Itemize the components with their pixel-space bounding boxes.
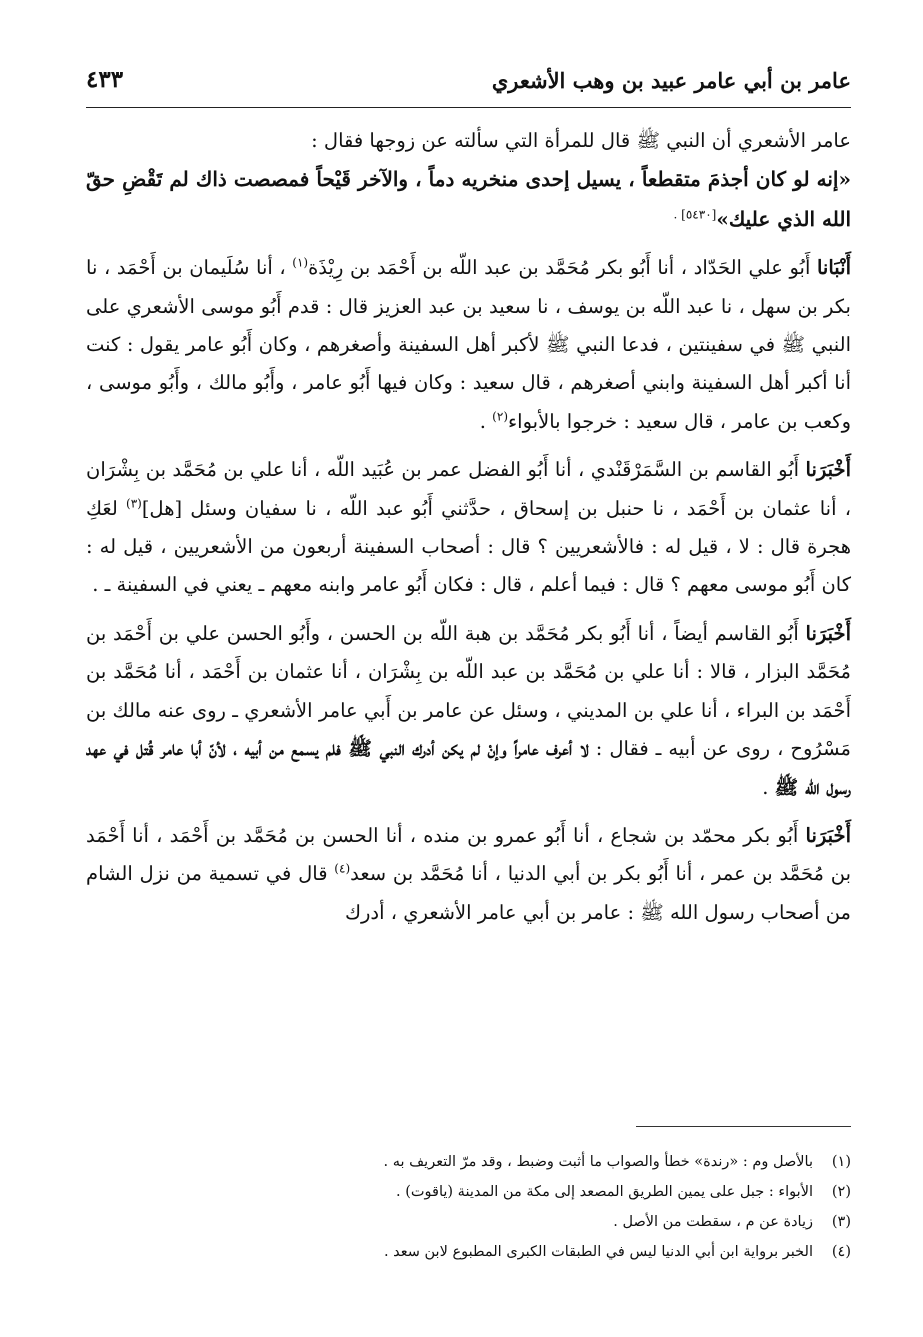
footnote-number: (٢) bbox=[831, 1184, 851, 1200]
hadith-number: [٥٤٣٠] . bbox=[673, 207, 717, 222]
paragraph-text: عامر الأشعري أن النبي ﷺ قال للمرأة التي سألته عن زوجها فقال : bbox=[311, 129, 851, 152]
paragraph-text: لعَكِ هجرة قال : لا ، قيل له : فالأشعريين ؟ قال : أصحاب السفينة أربعون من الأشعريين ، قيل له : كان أَبُو موسى معهم ؟ قال : فيما أعلم ، قال : فكان أَبُو عامر وابنه معهم ـ يعني في السفينة ـ . bbox=[86, 496, 851, 597]
footnote-ref-1: (١) bbox=[292, 255, 309, 270]
paragraph-2 bbox=[86, 249, 851, 441]
footnote-item bbox=[86, 1207, 851, 1237]
main-text bbox=[86, 122, 851, 932]
paragraph-text: أَبُو القاسم أيضاً ، أنا أَبُو بكر مُحَمَّد بن هبة اللّه بن الحسن ، وأَبُو الحسن علي بن أَحْمَد بن مُحَمَّد البزار ، قالا : أنا علي بن مُحَمَّد بن عبد اللّه بن بِشْرَان ، أنا عثمان بن أَحْمَد ، أنا مُحَمَّد بن أَحْمَد بن البراء ، أنا علي بن المديني ، وسئل عن عامر بن أَبي عامر الأشعري ـ روى عنه مالك بن مَسْرُوح ، روى عن أبيه ـ فقال : bbox=[86, 621, 851, 761]
footnote-number: (٣) bbox=[831, 1214, 851, 1230]
paragraph-text: أَبُو القاسم بن السَّمَرْقَنْدي ، أنا أَبُو الفضل عمر بن عُبَيد اللّه ، أنا علي بن مُحَمَّد بن بِشْرَان ، أنا عثمان بن أَحْمَد ، نا حنبل بن إسحاق ، حدَّثني أَبُو عبد اللّه ، نا سفيان وسئل [هل] bbox=[86, 458, 851, 520]
footnote-number: (١) bbox=[831, 1154, 851, 1170]
paragraph-5 bbox=[86, 817, 851, 932]
footnote-text: بالأصل وم : «رندة» خطأ والصواب ما أثبت وضبط ، وقد مرّ التعريف به . bbox=[383, 1154, 813, 1170]
paragraph-4 bbox=[86, 615, 851, 807]
paragraph-text: أَبُو علي الحَدّاد ، أنا أَبُو بكر مُحَمَّد بن عبد اللّه بن أَحْمَد بن رِيْذَة bbox=[308, 256, 817, 280]
paragraph-1 bbox=[86, 122, 851, 239]
footnotes bbox=[86, 1147, 851, 1267]
footnote-text: الأبواء : جبل على يمين الطريق المصعد إلى مكة من المدينة (ياقوت) . bbox=[396, 1184, 813, 1200]
transmission-keyword: أَخْبَرَنا bbox=[805, 458, 851, 482]
running-title: عامر بن أبي عامر عبيد بن وهب الأشعري bbox=[491, 68, 851, 93]
transmission-keyword: أَخْبَرَنا bbox=[805, 621, 851, 645]
footnote-text: زيادة عن م ، سقطت من الأصل . bbox=[613, 1214, 813, 1230]
footnote-ref-3: (٣) bbox=[126, 496, 142, 511]
footnote-text: الخبر برواية ابن أبي الدنيا ليس في الطبقات الكبرى المطبوع لابن سعد . bbox=[383, 1244, 813, 1260]
footnote-ref-4: (٤) bbox=[334, 861, 351, 876]
paragraph-3 bbox=[86, 451, 851, 605]
paragraph-text: . bbox=[762, 775, 775, 799]
quoted-statement: لا أعرف عامراً وإنْ لم يكن أدرك النبي ﷺ فلم يسمع من أبيه ، لأنّ أبا عامر قُتل في عهد رسول الله ﷺ bbox=[86, 737, 851, 799]
page-number: ٤٣٣ bbox=[86, 66, 124, 93]
header-divider bbox=[86, 107, 851, 108]
page-header bbox=[86, 64, 851, 104]
footnote-item bbox=[86, 1147, 851, 1177]
transmission-keyword: أَخْبَرَنا bbox=[805, 823, 851, 847]
transmission-keyword: أَنْبَانا bbox=[816, 256, 851, 280]
hadith-quote: «إنه لو كان أجذمَ متقطعاً ، يسيل إحدى منخريه دماً ، والآخر قَيْحاً فمصصت ذاك لم تَقْضِ حقّ الله الذي عليك» bbox=[86, 167, 851, 231]
footnote-ref-2: (٢) bbox=[492, 409, 508, 424]
footnote-number: (٤) bbox=[831, 1244, 851, 1260]
footnote-divider bbox=[636, 1126, 851, 1127]
paragraph-text: ، أنا سُلَيمان بن أَحْمَد ، نا بكر بن سهل ، نا عبد اللّه بن يوسف ، نا سعيد بن عبد العزيز قال : قدم أَبُو موسى الأشعري على النبي ﷺ في سفينتين ، فدعا النبي ﷺ لأكبر أهل السفينة وأصغرهم ، وكان أَبُو عامر يقول : كنت أنا أكبر أهل السفينة وابني أصغرهم ، قال سعيد : وكان فيها أَبُو عامر ، وأَبُو مالك ، وأَبُو موسى ، وكعب بن عامر ، قال سعيد : خرجوا بالأبواء bbox=[86, 256, 851, 433]
footnote-item bbox=[86, 1177, 851, 1207]
paragraph-text: قال في تسمية من نزل الشام من أصحاب رسول الله ﷺ : عامر بن أبي عامر الأشعري ، أدرك bbox=[86, 862, 851, 924]
paragraph-text: أَبُو بكر محمّد بن شجاع ، أنا أَبُو عمرو بن منده ، أنا الحسن بن مُحَمَّد بن أَحْمَد ، أنا أَحْمَد بن مُحَمَّد بن عمر ، أنا أَبُو بكر بن أبي الدنيا ، أنا مُحَمَّد بن سعد bbox=[86, 823, 852, 886]
paragraph-text: . bbox=[479, 409, 493, 433]
footnote-item bbox=[86, 1237, 851, 1267]
